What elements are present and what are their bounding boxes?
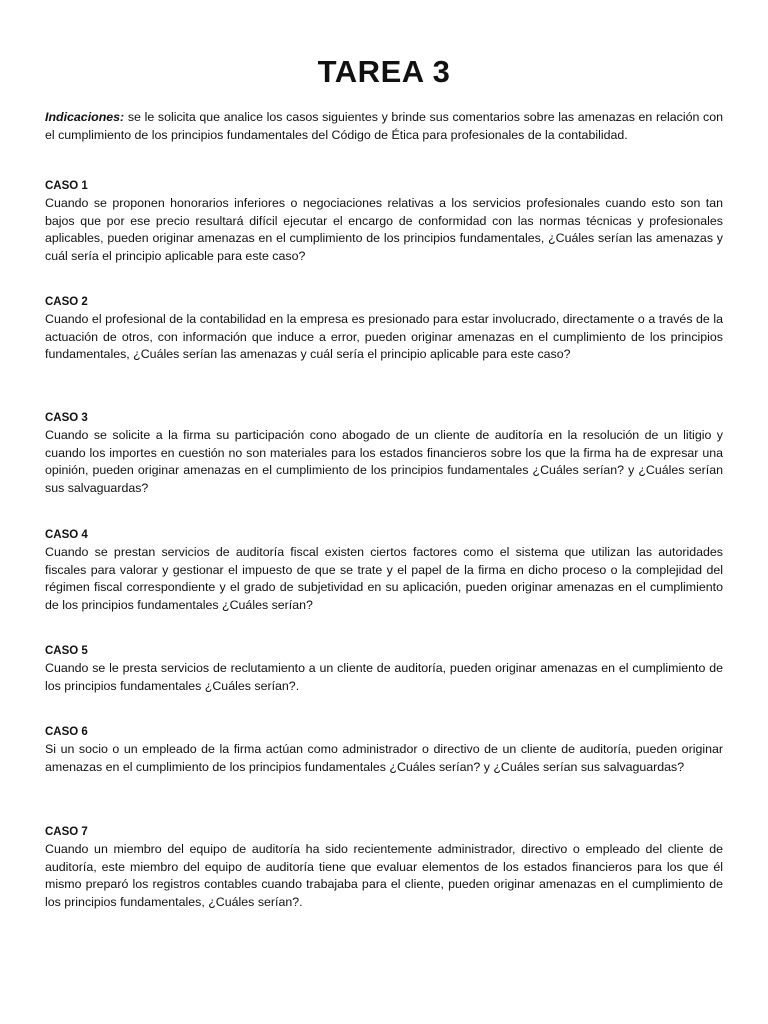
case-body: Cuando se le presta servicios de reclutamiento a un cliente de auditoría, pueden originar amenazas en el cumplimiento de los principios fundamentales ¿Cuáles serían?.	[45, 661, 723, 693]
case-title: CASO 6	[45, 726, 88, 738]
case-3	[45, 410, 723, 497]
case-title: CASO 4	[45, 529, 88, 541]
case-title: CASO 5	[45, 645, 88, 657]
case-title: CASO 1	[45, 180, 88, 192]
page-title: TAREA 3	[317, 54, 451, 89]
instructions-paragraph	[45, 109, 723, 144]
case-5	[45, 643, 723, 695]
case-6	[45, 724, 723, 776]
case-body: Cuando se proponen honorarios inferiores o negociaciones relativas a los servicios profesionales cuando esto son tan bajos que por ese precio resultará difícil ejecutar el encargo de conformidad con las normas técnicas y profesionales aplicables, pueden originar amenazas en el cumplimiento de los principios fundamentales, ¿Cuáles serían las amenazas y cuál sería el principio aplicable para este caso?	[45, 196, 723, 263]
case-body: Cuando un miembro del equipo de auditoría ha sido recientemente administrador, directivo o empleado del cliente de auditoría, este miembro del equipo de auditoría tiene que evaluar elementos de los estados financieros para los que él mismo preparó los registros contables cuando trabajaba para el cliente, pueden originar amenazas en el cumplimiento de los principios fundamentales, ¿Cuáles serían?.	[45, 842, 723, 909]
case-1	[45, 178, 723, 265]
case-body: Si un socio o un empleado de la firma actúan como administrador o directivo de un cliente de auditoría, pueden originar amenazas en el cumplimiento de los principios fundamentales ¿Cuáles serían? y ¿Cuáles serían sus salvaguardas?	[45, 742, 723, 774]
document-page	[45, 0, 723, 909]
case-4	[45, 527, 723, 614]
case-2	[45, 294, 723, 364]
case-body: Cuando se prestan servicios de auditoría fiscal existen ciertos factores como el sistema que utilizan las autoridades fiscales para valorar y gestionar el impuesto de que se trate y el papel de la firma en dicho proceso o la complejidad del régimen fiscal correspondiente y el grado de subjetividad en su aplicación, pueden originar amenazas en el cumplimiento de los principios fundamentales ¿Cuáles serían?	[45, 545, 723, 612]
case-title: CASO 7	[45, 826, 88, 838]
case-title: CASO 3	[45, 412, 88, 424]
case-title: CASO 2	[45, 296, 88, 308]
case-body: Cuando el profesional de la contabilidad en la empresa es presionado para estar involucrado, directamente o a través de la actuación de otros, con información que induce a error, pueden originar amenazas en el cumplimiento de los principios fundamentales, ¿Cuáles serían las amenazas y cuál sería el principio aplicable para este caso?	[45, 312, 723, 362]
instructions-lead: Indicaciones:	[45, 110, 125, 124]
case-body: Cuando se solicite a la firma su participación cono abogado de un cliente de auditoría en la resolución de un litigio y cuando los importes en cuestión no son materiales para los estados financieros sobre los que la firma ha de expresar una opinión, pueden originar amenazas en el cumplimiento de los principios fundamentales ¿Cuáles serían? y ¿Cuáles serían sus salvaguardas?	[45, 428, 723, 495]
instructions-text: se le solicita que analice los casos siguientes y brinde sus comentarios sobre las amenazas en relación con el cumplimiento de los principios fundamentales del Código de Ética para profesionales de la contabilidad.	[45, 110, 723, 142]
case-7	[45, 824, 723, 911]
